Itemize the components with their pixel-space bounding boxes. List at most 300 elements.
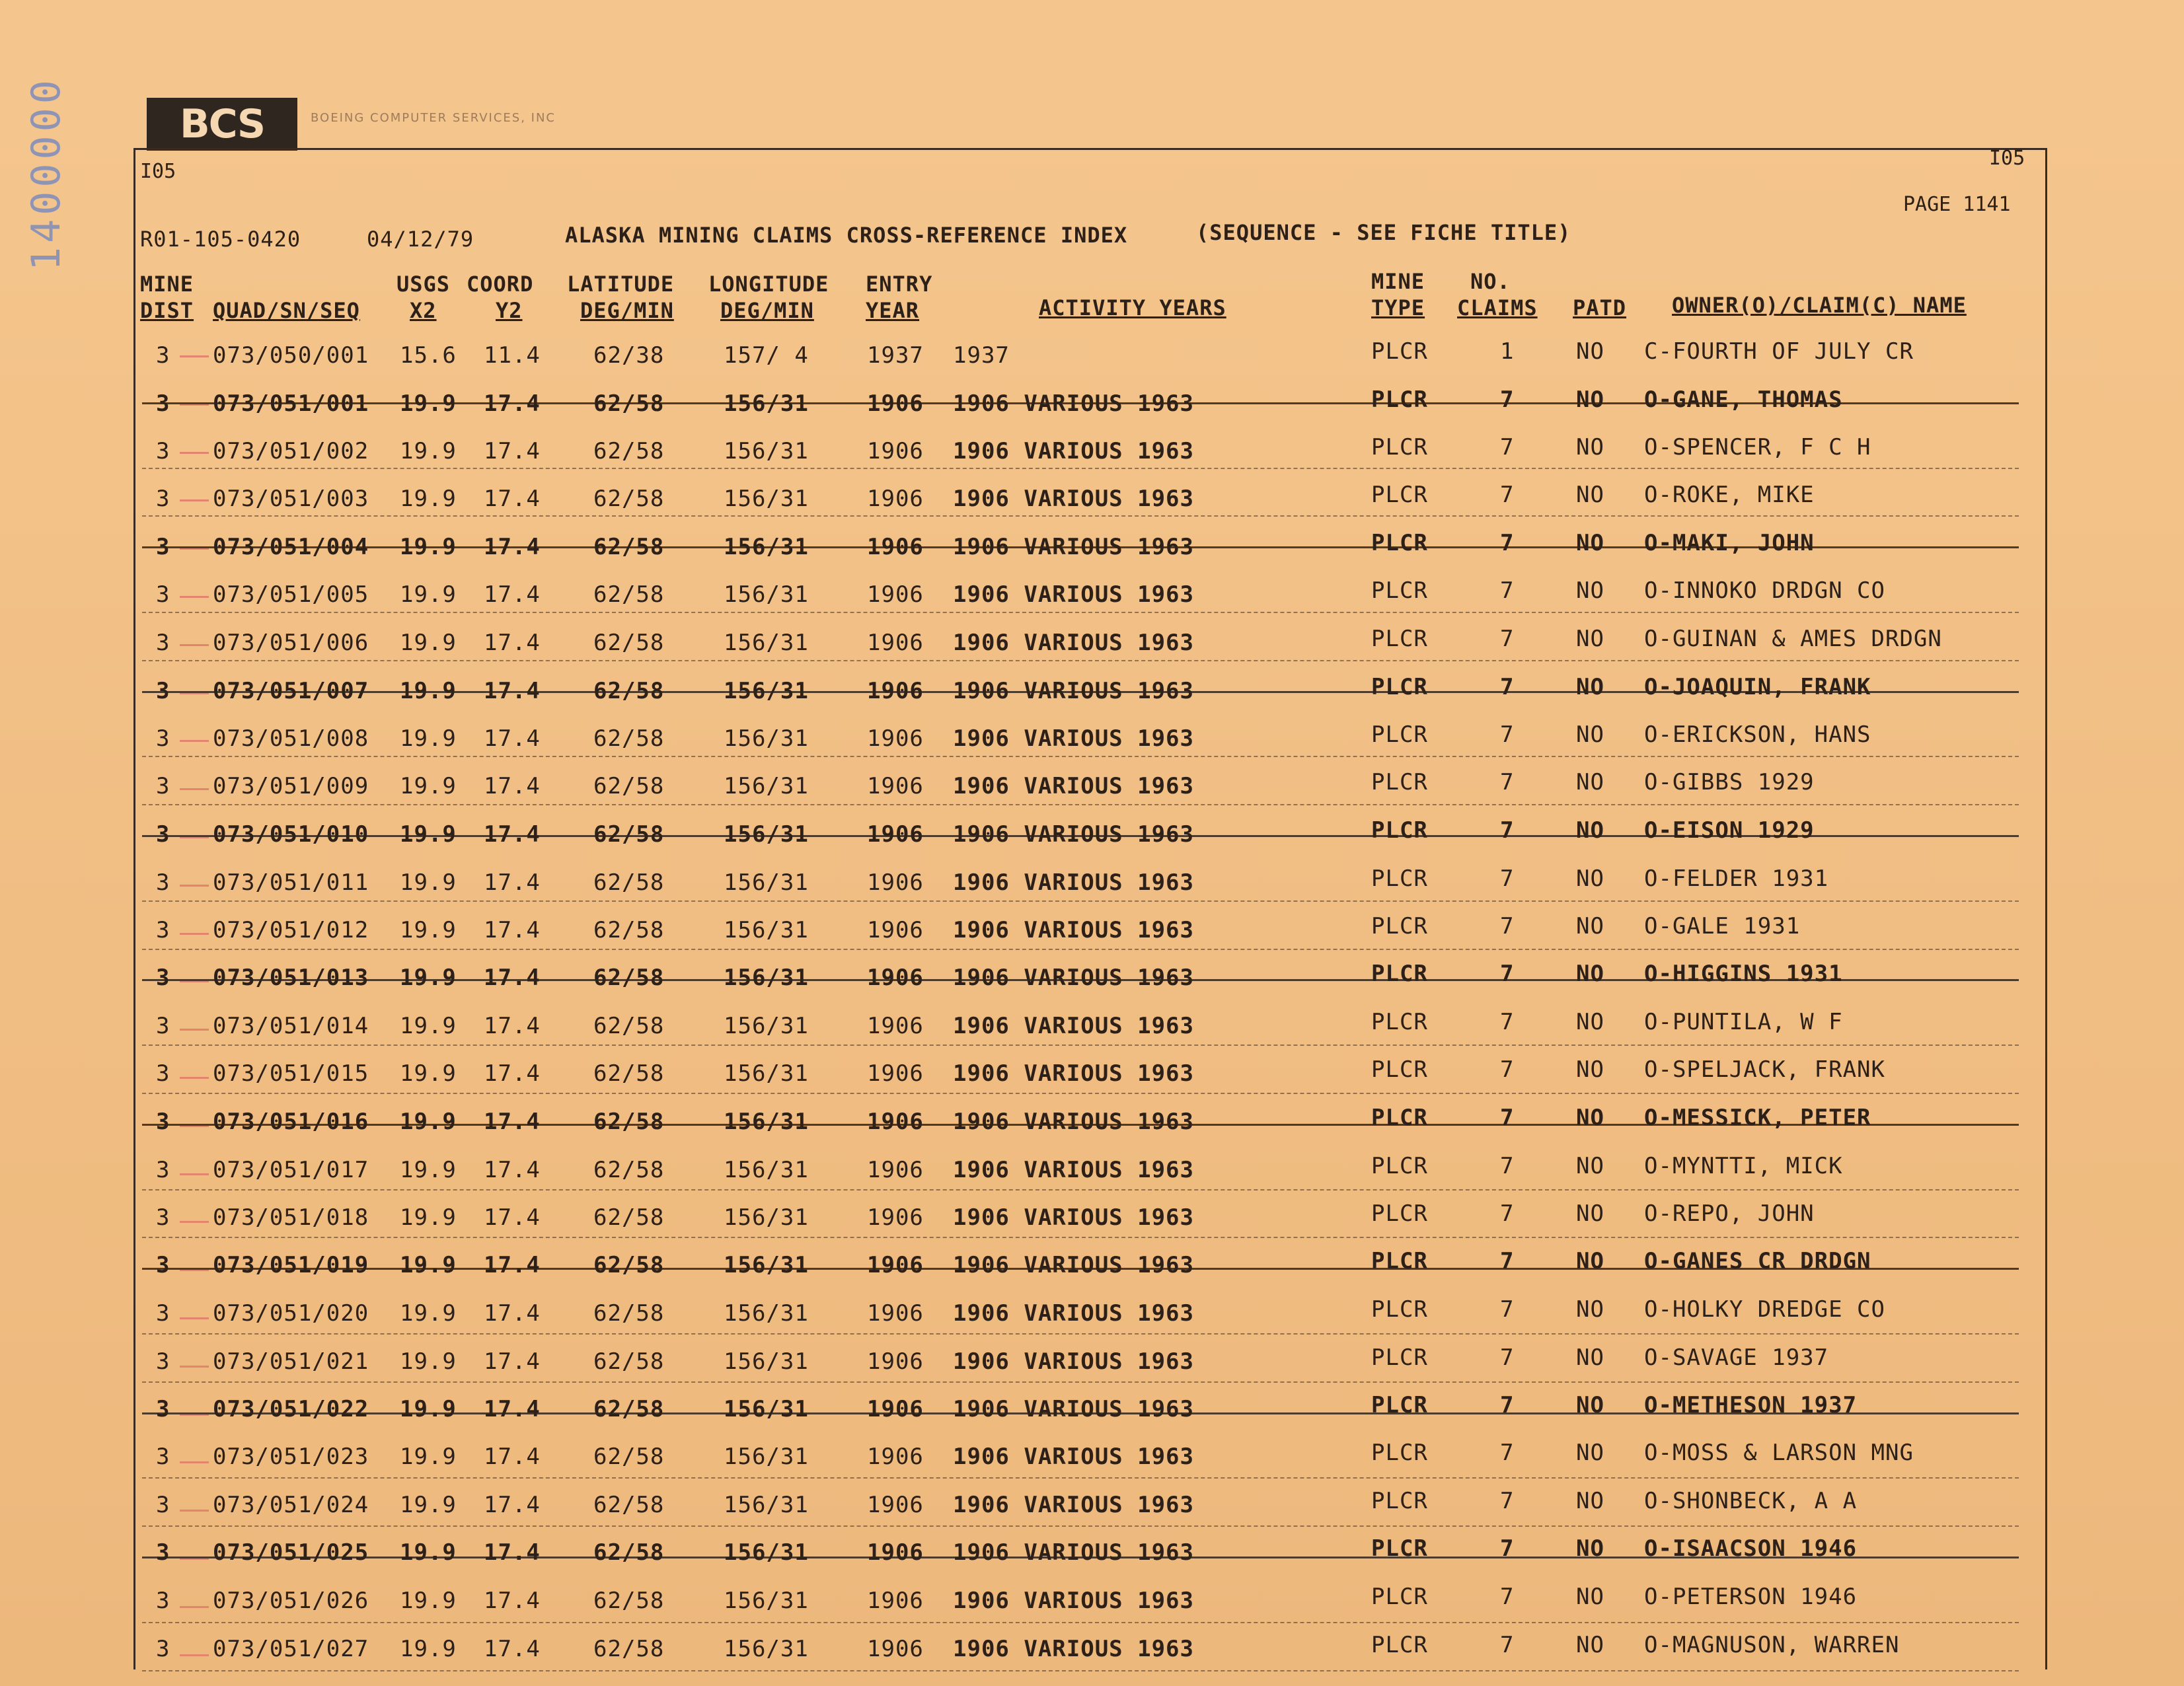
- row-x2: 19.9: [400, 390, 457, 417]
- margin-stamp: 1400000: [23, 76, 69, 271]
- row-latitude: 62/58: [593, 965, 665, 991]
- row-patd: NO: [1576, 386, 1604, 413]
- red-tick-mark: [180, 885, 209, 887]
- row-patd: NO: [1576, 674, 1604, 700]
- row-activity-years: 1906 VARIOUS 1963: [953, 1204, 1194, 1231]
- col-activity: ACTIVITY YEARS: [1039, 295, 1226, 320]
- row-x2: 19.9: [400, 725, 457, 752]
- row-mine-type: PLCR: [1371, 1632, 1428, 1658]
- row-rule: [142, 1381, 2019, 1383]
- row-claims: 7: [1500, 674, 1515, 700]
- row-claims: 7: [1500, 1056, 1515, 1083]
- report-date: 04/12/79: [367, 227, 474, 252]
- row-y2: 17.4: [484, 486, 541, 512]
- row-mine-type: PLCR: [1371, 577, 1428, 604]
- row-entry-year: 1906: [867, 1588, 924, 1614]
- row-rule: [142, 979, 2019, 981]
- row-y2: 17.4: [484, 917, 541, 943]
- row-dist: 3: [156, 1157, 170, 1183]
- row-quad: 073/051/023: [213, 1444, 369, 1470]
- row-entry-year: 1906: [867, 869, 924, 896]
- row-quad: 073/051/013: [213, 965, 369, 991]
- row-owner: O-ISAACSON 1946: [1644, 1535, 1858, 1562]
- row-owner: O-EISON 1929: [1644, 817, 1815, 844]
- row-dist: 3: [156, 917, 170, 943]
- row-quad: 073/051/019: [213, 1252, 369, 1278]
- col-claims-top: NO.: [1470, 269, 1511, 294]
- row-mine-type: PLCR: [1371, 1009, 1428, 1035]
- corner-label-right: I05: [1989, 147, 2025, 170]
- row-x2: 19.9: [400, 1252, 457, 1278]
- row-longitude: 156/31: [724, 678, 809, 704]
- row-activity-years: 1906 VARIOUS 1963: [953, 390, 1194, 417]
- row-y2: 17.4: [484, 965, 541, 991]
- row-x2: 19.9: [400, 486, 457, 512]
- row-mine-type: PLCR: [1371, 961, 1428, 987]
- row-rule: [142, 660, 2019, 661]
- row-longitude: 156/31: [724, 1013, 809, 1039]
- row-quad: 073/051/004: [213, 534, 369, 560]
- row-y2: 17.4: [484, 1636, 541, 1662]
- row-claims: 7: [1500, 1200, 1515, 1227]
- row-owner: O-ERICKSON, HANS: [1644, 721, 1871, 748]
- row-patd: NO: [1576, 338, 1604, 365]
- row-dist: 3: [156, 1539, 170, 1566]
- row-dist: 3: [156, 869, 170, 896]
- row-owner: O-ROKE, MIKE: [1644, 482, 1815, 508]
- row-longitude: 157/ 4: [724, 342, 809, 369]
- row-x2: 19.9: [400, 1348, 457, 1375]
- row-claims: 7: [1500, 1296, 1515, 1323]
- row-rule: [142, 1045, 2019, 1046]
- red-tick-mark: [180, 740, 209, 742]
- row-quad: 073/051/011: [213, 869, 369, 896]
- row-patd: NO: [1576, 865, 1604, 892]
- row-entry-year: 1906: [867, 486, 924, 512]
- row-y2: 17.4: [484, 1539, 541, 1566]
- row-dist: 3: [156, 1300, 170, 1327]
- row-longitude: 156/31: [724, 630, 809, 656]
- row-quad: 073/051/021: [213, 1348, 369, 1375]
- row-y2: 17.4: [484, 1588, 541, 1614]
- row-dist: 3: [156, 1636, 170, 1662]
- row-claims: 7: [1500, 1488, 1515, 1514]
- row-entry-year: 1906: [867, 1539, 924, 1566]
- row-x2: 19.9: [400, 965, 457, 991]
- row-mine-type: PLCR: [1371, 817, 1428, 844]
- row-y2: 17.4: [484, 1348, 541, 1375]
- row-dist: 3: [156, 965, 170, 991]
- row-x2: 19.9: [400, 1444, 457, 1470]
- row-quad: 073/051/012: [213, 917, 369, 943]
- row-y2: 11.4: [484, 342, 541, 369]
- row-owner: O-JOAQUIN, FRANK: [1644, 674, 1871, 700]
- row-entry-year: 1906: [867, 390, 924, 417]
- row-x2: 19.9: [400, 821, 457, 848]
- row-patd: NO: [1576, 434, 1604, 460]
- row-owner: O-GANES CR DRDGN: [1644, 1248, 1871, 1274]
- row-quad: 073/050/001: [213, 342, 369, 369]
- row-quad: 073/051/002: [213, 438, 369, 464]
- row-mine-type: PLCR: [1371, 1535, 1428, 1562]
- red-tick-mark: [180, 355, 209, 357]
- row-activity-years: 1906 VARIOUS 1963: [953, 1539, 1194, 1566]
- row-quad: 073/051/007: [213, 678, 369, 704]
- row-dist: 3: [156, 773, 170, 799]
- row-y2: 17.4: [484, 1109, 541, 1135]
- row-claims: 7: [1500, 961, 1515, 987]
- row-x2: 19.9: [400, 1636, 457, 1662]
- row-latitude: 62/58: [593, 1300, 665, 1327]
- row-mine-type: PLCR: [1371, 626, 1428, 652]
- report-id: R01-105-0420: [140, 227, 301, 252]
- row-mine-type: PLCR: [1371, 865, 1428, 892]
- row-mine-type: PLCR: [1371, 530, 1428, 556]
- red-tick-mark: [180, 933, 209, 935]
- row-latitude: 62/58: [593, 869, 665, 896]
- row-rule: [142, 546, 2019, 548]
- row-entry-year: 1906: [867, 965, 924, 991]
- row-owner: O-METHESON 1937: [1644, 1392, 1858, 1418]
- row-mine-type: PLCR: [1371, 721, 1428, 748]
- row-y2: 17.4: [484, 390, 541, 417]
- row-entry-year: 1937: [867, 342, 924, 369]
- row-dist: 3: [156, 438, 170, 464]
- row-quad: 073/051/008: [213, 725, 369, 752]
- row-x2: 19.9: [400, 1300, 457, 1327]
- row-mine-type: PLCR: [1371, 482, 1428, 508]
- row-longitude: 156/31: [724, 534, 809, 560]
- row-patd: NO: [1576, 1009, 1604, 1035]
- row-dist: 3: [156, 1013, 170, 1039]
- row-owner: O-SPELJACK, FRANK: [1644, 1056, 1885, 1083]
- row-patd: NO: [1576, 1105, 1604, 1131]
- row-rule: [142, 1622, 2019, 1623]
- row-rule: [142, 900, 2019, 902]
- row-claims: 7: [1500, 482, 1515, 508]
- row-entry-year: 1906: [867, 1060, 924, 1087]
- row-longitude: 156/31: [724, 1396, 809, 1422]
- row-mine-type: PLCR: [1371, 386, 1428, 413]
- row-patd: NO: [1576, 626, 1604, 652]
- row-latitude: 62/58: [593, 1636, 665, 1662]
- row-activity-years: 1906 VARIOUS 1963: [953, 821, 1194, 848]
- row-claims: 7: [1500, 769, 1515, 795]
- row-longitude: 156/31: [724, 869, 809, 896]
- row-patd: NO: [1576, 721, 1604, 748]
- row-entry-year: 1906: [867, 534, 924, 560]
- row-mine-type: PLCR: [1371, 1392, 1428, 1418]
- red-tick-mark: [180, 596, 209, 598]
- row-mine-type: PLCR: [1371, 1105, 1428, 1131]
- row-mine-type: PLCR: [1371, 1296, 1428, 1323]
- row-patd: NO: [1576, 1248, 1604, 1274]
- row-x2: 19.9: [400, 1157, 457, 1183]
- row-claims: 7: [1500, 817, 1515, 844]
- row-longitude: 156/31: [724, 1588, 809, 1614]
- row-claims: 7: [1500, 626, 1515, 652]
- row-longitude: 156/31: [724, 1348, 809, 1375]
- row-patd: NO: [1576, 482, 1604, 508]
- col-entry-bottom: YEAR: [866, 298, 920, 323]
- row-latitude: 62/58: [593, 581, 665, 608]
- row-rule: [142, 468, 2019, 469]
- row-owner: O-HOLKY DREDGE CO: [1644, 1296, 1885, 1323]
- col-claims-bottom: CLAIMS: [1457, 295, 1538, 320]
- row-x2: 19.9: [400, 438, 457, 464]
- row-rule: [142, 804, 2019, 805]
- row-latitude: 62/58: [593, 678, 665, 704]
- row-owner: O-MAKI, JOHN: [1644, 530, 1815, 556]
- row-x2: 19.9: [400, 917, 457, 943]
- row-y2: 17.4: [484, 725, 541, 752]
- row-longitude: 156/31: [724, 1157, 809, 1183]
- row-quad: 073/051/017: [213, 1157, 369, 1183]
- row-claims: 7: [1500, 434, 1515, 460]
- row-dist: 3: [156, 678, 170, 704]
- row-x2: 19.9: [400, 1396, 457, 1422]
- row-x2: 19.9: [400, 773, 457, 799]
- row-owner: O-HIGGINS 1931: [1644, 961, 1843, 987]
- row-latitude: 62/58: [593, 1348, 665, 1375]
- row-x2: 19.9: [400, 1492, 457, 1518]
- row-entry-year: 1906: [867, 773, 924, 799]
- row-longitude: 156/31: [724, 1300, 809, 1327]
- bcs-logo: BCS: [147, 98, 297, 151]
- row-owner: O-SPENCER, F C H: [1644, 434, 1871, 460]
- row-activity-years: 1906 VARIOUS 1963: [953, 581, 1194, 608]
- row-mine-type: PLCR: [1371, 434, 1428, 460]
- row-claims: 7: [1500, 865, 1515, 892]
- row-latitude: 62/58: [593, 1060, 665, 1087]
- bcs-logo-subtitle: BOEING COMPUTER SERVICES, INC: [311, 111, 556, 125]
- row-patd: NO: [1576, 1344, 1604, 1371]
- page-number: PAGE 1141: [1903, 193, 2011, 216]
- row-latitude: 62/58: [593, 773, 665, 799]
- row-dist: 3: [156, 1396, 170, 1422]
- row-activity-years: 1906 VARIOUS 1963: [953, 917, 1194, 943]
- row-longitude: 156/31: [724, 773, 809, 799]
- row-latitude: 62/58: [593, 1588, 665, 1614]
- row-dist: 3: [156, 1252, 170, 1278]
- row-longitude: 156/31: [724, 965, 809, 991]
- row-rule: [142, 1189, 2019, 1191]
- row-entry-year: 1906: [867, 1204, 924, 1231]
- row-longitude: 156/31: [724, 1060, 809, 1087]
- row-owner: O-GIBBS 1929: [1644, 769, 1815, 795]
- row-owner: O-MESSICK, PETER: [1644, 1105, 1871, 1131]
- row-patd: NO: [1576, 913, 1604, 939]
- report-sequence: (SEQUENCE - SEE FICHE TITLE): [1196, 220, 1571, 245]
- row-mine-type: PLCR: [1371, 338, 1428, 365]
- col-mine-type-bottom: TYPE: [1371, 295, 1425, 320]
- row-x2: 19.9: [400, 1204, 457, 1231]
- row-claims: 7: [1500, 1535, 1515, 1562]
- row-quad: 073/051/003: [213, 486, 369, 512]
- row-rule: [142, 1525, 2019, 1527]
- row-dist: 3: [156, 534, 170, 560]
- row-x2: 19.9: [400, 581, 457, 608]
- row-claims: 7: [1500, 530, 1515, 556]
- row-y2: 17.4: [484, 581, 541, 608]
- row-latitude: 62/58: [593, 630, 665, 656]
- row-rule: [142, 1124, 2019, 1126]
- row-entry-year: 1906: [867, 1109, 924, 1135]
- row-entry-year: 1906: [867, 581, 924, 608]
- row-entry-year: 1906: [867, 630, 924, 656]
- row-patd: NO: [1576, 961, 1604, 987]
- red-tick-mark: [180, 1029, 209, 1031]
- red-tick-mark: [180, 499, 209, 501]
- row-entry-year: 1906: [867, 917, 924, 943]
- row-activity-years: 1906 VARIOUS 1963: [953, 1157, 1194, 1183]
- row-latitude: 62/58: [593, 821, 665, 848]
- col-coord-bottom: Y2: [496, 298, 523, 323]
- row-dist: 3: [156, 1109, 170, 1135]
- row-claims: 7: [1500, 1632, 1515, 1658]
- row-claims: 7: [1500, 1440, 1515, 1466]
- col-usgs-bottom: X2: [410, 298, 437, 323]
- row-claims: 7: [1500, 1392, 1515, 1418]
- row-longitude: 156/31: [724, 1539, 809, 1566]
- col-patd: PATD: [1573, 295, 1627, 320]
- row-quad: 073/051/010: [213, 821, 369, 848]
- row-activity-years: 1906 VARIOUS 1963: [953, 725, 1194, 752]
- row-latitude: 62/58: [593, 917, 665, 943]
- row-longitude: 156/31: [724, 1492, 809, 1518]
- row-claims: 1: [1500, 338, 1515, 365]
- row-quad: 073/051/015: [213, 1060, 369, 1087]
- row-rule: [142, 1268, 2019, 1270]
- row-quad: 073/051/026: [213, 1588, 369, 1614]
- row-latitude: 62/58: [593, 1109, 665, 1135]
- row-longitude: 156/31: [724, 1636, 809, 1662]
- row-quad: 073/051/022: [213, 1396, 369, 1422]
- col-coord-top: COORD: [467, 272, 534, 297]
- row-owner: O-GUINAN & AMES DRDGN: [1644, 626, 1942, 652]
- row-patd: NO: [1576, 577, 1604, 604]
- row-latitude: 62/58: [593, 1492, 665, 1518]
- row-patd: NO: [1576, 817, 1604, 844]
- row-entry-year: 1906: [867, 1492, 924, 1518]
- red-tick-mark: [180, 1317, 209, 1319]
- red-tick-mark: [180, 1077, 209, 1079]
- row-longitude: 156/31: [724, 486, 809, 512]
- red-tick-mark: [180, 1221, 209, 1223]
- row-y2: 17.4: [484, 630, 541, 656]
- row-dist: 3: [156, 1204, 170, 1231]
- row-y2: 17.4: [484, 1300, 541, 1327]
- row-activity-years: 1906 VARIOUS 1963: [953, 534, 1194, 560]
- col-latitude-bottom: DEG/MIN: [580, 298, 674, 323]
- row-y2: 17.4: [484, 773, 541, 799]
- row-activity-years: 1906 VARIOUS 1963: [953, 1300, 1194, 1327]
- row-dist: 3: [156, 390, 170, 417]
- row-longitude: 156/31: [724, 438, 809, 464]
- red-tick-mark: [180, 644, 209, 646]
- row-rule: [142, 1670, 2019, 1671]
- row-claims: 7: [1500, 577, 1515, 604]
- row-claims: 7: [1500, 1344, 1515, 1371]
- row-x2: 19.9: [400, 869, 457, 896]
- row-mine-type: PLCR: [1371, 1153, 1428, 1179]
- row-y2: 17.4: [484, 1396, 541, 1422]
- row-longitude: 156/31: [724, 1204, 809, 1231]
- row-owner: O-MOSS & LARSON MNG: [1644, 1440, 1914, 1466]
- row-x2: 19.9: [400, 630, 457, 656]
- row-patd: NO: [1576, 1056, 1604, 1083]
- row-activity-years: 1906 VARIOUS 1963: [953, 1252, 1194, 1278]
- row-patd: NO: [1576, 769, 1604, 795]
- row-quad: 073/051/005: [213, 581, 369, 608]
- row-claims: 7: [1500, 1153, 1515, 1179]
- row-entry-year: 1906: [867, 678, 924, 704]
- row-mine-type: PLCR: [1371, 674, 1428, 700]
- row-dist: 3: [156, 581, 170, 608]
- row-rule: [142, 1237, 2019, 1238]
- row-x2: 19.9: [400, 1109, 457, 1135]
- row-y2: 17.4: [484, 869, 541, 896]
- row-longitude: 156/31: [724, 1444, 809, 1470]
- row-mine-type: PLCR: [1371, 1248, 1428, 1274]
- row-dist: 3: [156, 1588, 170, 1614]
- row-activity-years: 1937: [953, 342, 1010, 369]
- red-tick-mark: [180, 1606, 209, 1608]
- col-longitude-bottom: DEG/MIN: [720, 298, 814, 323]
- row-patd: NO: [1576, 1153, 1604, 1179]
- row-rule: [142, 949, 2019, 950]
- row-patd: NO: [1576, 1584, 1604, 1610]
- row-owner: O-REPO, JOHN: [1644, 1200, 1815, 1227]
- row-longitude: 156/31: [724, 581, 809, 608]
- row-owner: O-MAGNUSON, WARREN: [1644, 1632, 1900, 1658]
- row-x2: 19.9: [400, 534, 457, 560]
- row-activity-years: 1906 VARIOUS 1963: [953, 1636, 1194, 1662]
- row-entry-year: 1906: [867, 1300, 924, 1327]
- row-owner: O-PETERSON 1946: [1644, 1584, 1858, 1610]
- row-activity-years: 1906 VARIOUS 1963: [953, 1588, 1194, 1614]
- row-x2: 19.9: [400, 1588, 457, 1614]
- row-owner: C-FOURTH OF JULY CR: [1644, 338, 1914, 365]
- row-y2: 17.4: [484, 1252, 541, 1278]
- row-x2: 19.9: [400, 1539, 457, 1566]
- row-patd: NO: [1576, 1488, 1604, 1514]
- row-quad: 073/051/009: [213, 773, 369, 799]
- row-dist: 3: [156, 342, 170, 369]
- row-mine-type: PLCR: [1371, 1584, 1428, 1610]
- row-dist: 3: [156, 486, 170, 512]
- row-longitude: 156/31: [724, 1109, 809, 1135]
- row-entry-year: 1906: [867, 1013, 924, 1039]
- row-dist: 3: [156, 1348, 170, 1375]
- row-activity-years: 1906 VARIOUS 1963: [953, 630, 1194, 656]
- row-y2: 17.4: [484, 678, 541, 704]
- row-owner: O-PUNTILA, W F: [1644, 1009, 1843, 1035]
- red-tick-mark: [180, 788, 209, 790]
- row-patd: NO: [1576, 1535, 1604, 1562]
- row-rule: [142, 515, 2019, 517]
- row-activity-years: 1906 VARIOUS 1963: [953, 965, 1194, 991]
- row-owner: O-MYNTTI, MICK: [1644, 1153, 1843, 1179]
- row-patd: NO: [1576, 1392, 1604, 1418]
- row-entry-year: 1906: [867, 1348, 924, 1375]
- row-claims: 7: [1500, 1105, 1515, 1131]
- row-activity-years: 1906 VARIOUS 1963: [953, 438, 1194, 464]
- row-mine-type: PLCR: [1371, 1056, 1428, 1083]
- row-rule: [142, 1333, 2019, 1335]
- row-activity-years: 1906 VARIOUS 1963: [953, 1109, 1194, 1135]
- row-rule: [142, 756, 2019, 757]
